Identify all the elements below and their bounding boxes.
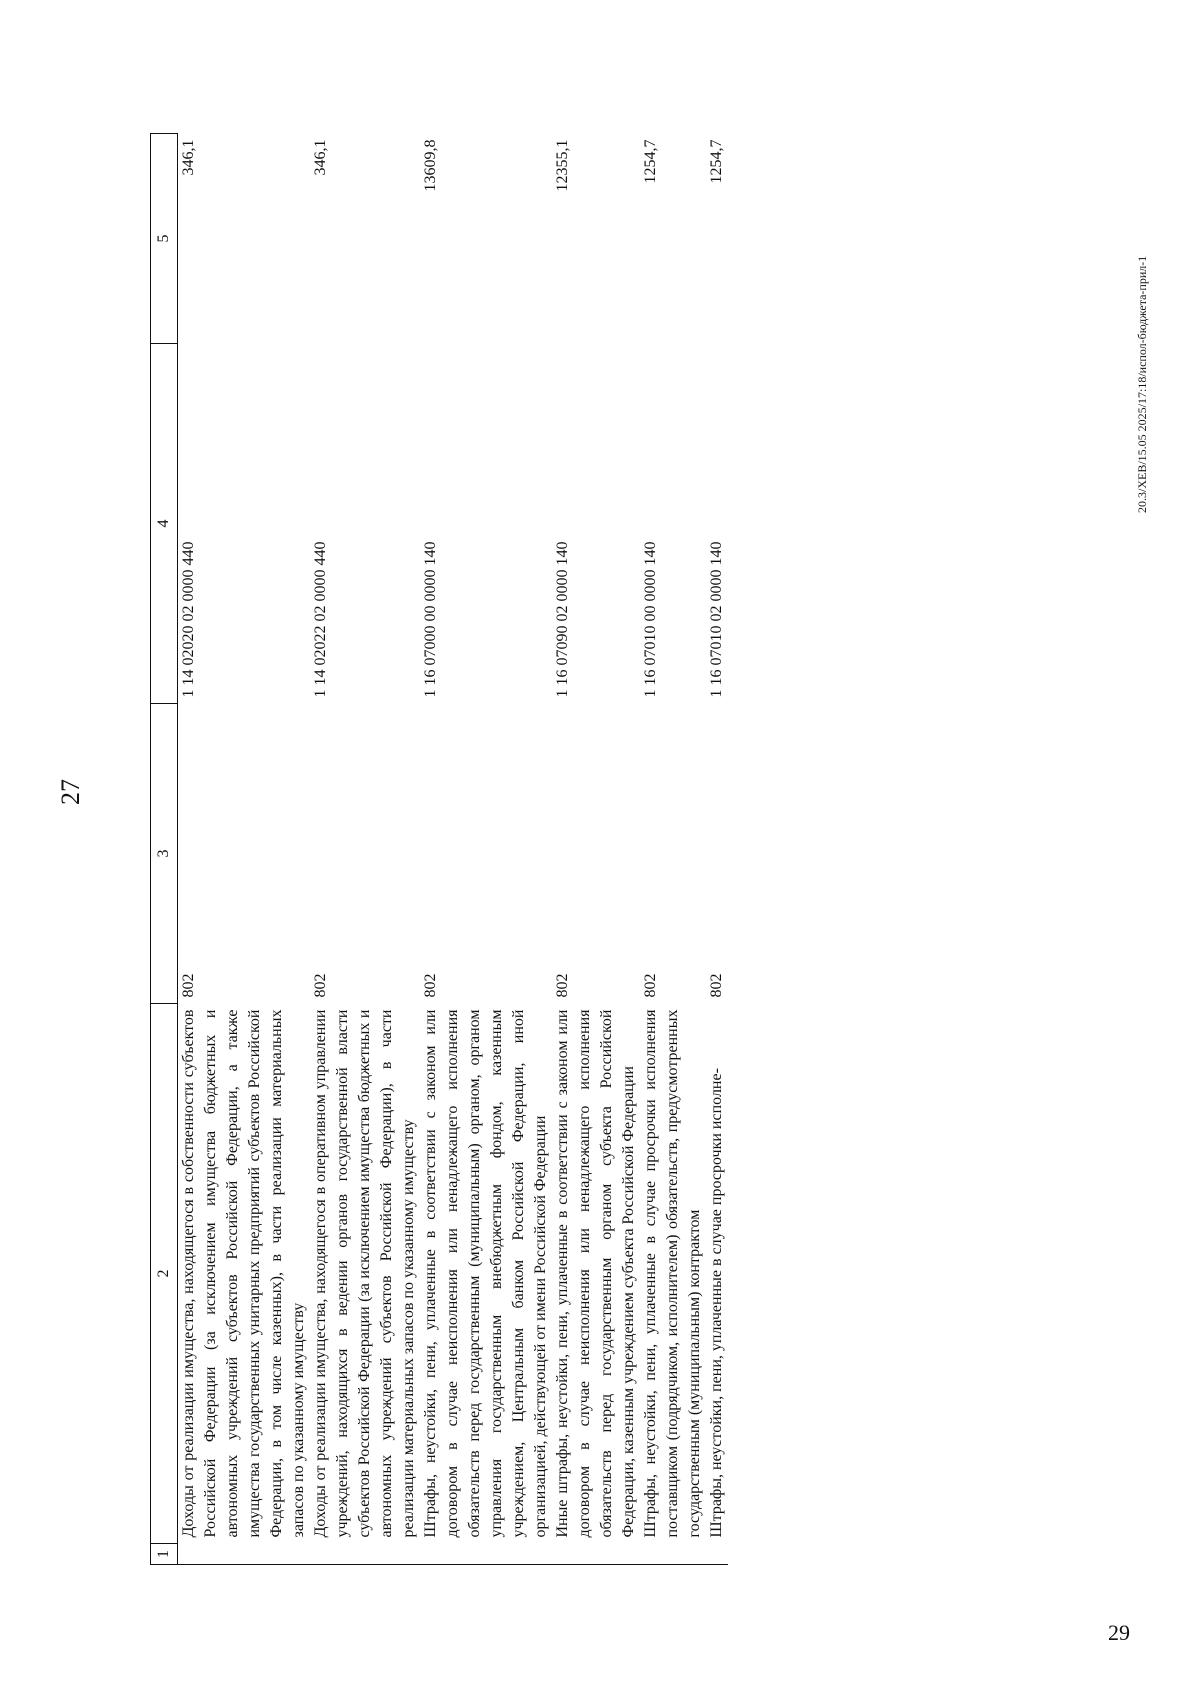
row-description: Штрафы, неустойки, пени, уплаченные в соответствии с законом или договором в случае неисполнения или ненадлежащего исполнения обязательств перед государственным (муниципальным) органом, органом управления государственным внебюджетным фондом, казенным учреждением, Центральным банком Российской Федерации, иной организацией, действующей от имени Российской Федерации — [422, 1009, 549, 1538]
row-cell-1 — [178, 1544, 311, 1565]
row-cell-1 — [706, 1544, 728, 1565]
column-header-1: 1 — [151, 1544, 178, 1565]
column-header-4: 4 — [151, 344, 178, 704]
row-description: Штрафы, неустойки, пени, уплаченные в случае просрочки исполне- — [708, 1068, 725, 1538]
row-kbk-code: 1 14 02022 02 0000 440 — [312, 541, 329, 698]
row-description: Штрафы, неустойки, пени, уплаченные в случае просрочки исполнения поставщиком (подрядчиком, исполнителем) обязательств, предусмотренных государственным (муниципальным) контрактом — [642, 1009, 703, 1538]
row-cell-1 — [420, 1544, 552, 1565]
row-admin-code: 802 — [422, 973, 439, 998]
row-description: Иные штрафы, неустойки, пени, уплаченные в соответствии с законом или договором в случае неисполнения или ненадлежащего исполнения обязательств перед государственным органом субъекта Российской Федерации, казенным учреждением субъекта Российской Федерации — [554, 1009, 637, 1538]
table-row — [178, 134, 311, 1565]
table-row — [310, 134, 420, 1565]
row-admin-code: 802 — [312, 973, 329, 998]
row-admin-code: 802 — [180, 973, 197, 998]
page-number-bottom: 29 — [1108, 1620, 1130, 1645]
row-cell-1 — [552, 1544, 640, 1565]
row-amount: 1254,7 — [708, 139, 725, 184]
row-amount: 346,1 — [180, 139, 197, 176]
row-kbk-code: 1 16 07010 02 0000 140 — [708, 541, 725, 698]
row-description: Доходы от реализации имущества, находящегося в оперативном управлении учреждений, находящихся в ведении органов государственной власти субъектов Российской Федерации (за исключением имущества бюджетных и автономных учреждений субъектов Российской Федерации), в части реализации материальных запасов по указанному имуществу — [312, 1009, 417, 1538]
row-amount: 13609,8 — [422, 139, 439, 192]
row-kbk-code: 1 16 07090 02 0000 140 — [554, 541, 571, 698]
row-admin-code: 802 — [642, 973, 659, 998]
row-admin-code: 802 — [708, 973, 725, 998]
row-description: Доходы от реализации имущества, находящегося в собственности субъектов Российской Федерации (за исключением имущества бюджетных и автономных учреждений субъектов Российской Федерации, а также имущества государственных унитарных предприятий субъектов Российской Федерации, в том числе казенных), в части реализации материальных запасов по указанному имуществу — [180, 1009, 307, 1538]
row-kbk-code: 1 16 07010 00 0000 140 — [642, 541, 659, 698]
row-amount: 12355,1 — [554, 139, 571, 192]
row-amount: 346,1 — [312, 139, 329, 176]
row-cell-1 — [310, 1544, 420, 1565]
footer-document-code: 20.3/ХЕВ/15.05 2025/17:18/испол-бюджета-прил-1 — [1135, 255, 1149, 513]
page-number-top: 27 — [56, 779, 85, 805]
revenue-table — [150, 133, 728, 1565]
row-amount: 1254,7 — [642, 139, 659, 184]
row-kbk-code: 1 16 07000 00 0000 140 — [422, 541, 439, 698]
column-number-row — [151, 134, 178, 1565]
row-admin-code: 802 — [554, 973, 571, 998]
column-header-3: 3 — [151, 704, 178, 1004]
table-row — [640, 134, 706, 1565]
column-header-2: 2 — [151, 1004, 178, 1544]
table-row — [706, 134, 728, 1565]
table-row — [420, 134, 552, 1565]
rotated-page — [56, 5, 1200, 1565]
row-cell-1 — [640, 1544, 706, 1565]
table-row — [552, 134, 640, 1565]
row-kbk-code: 1 14 02020 02 0000 440 — [180, 541, 197, 698]
column-header-5: 5 — [151, 134, 178, 344]
